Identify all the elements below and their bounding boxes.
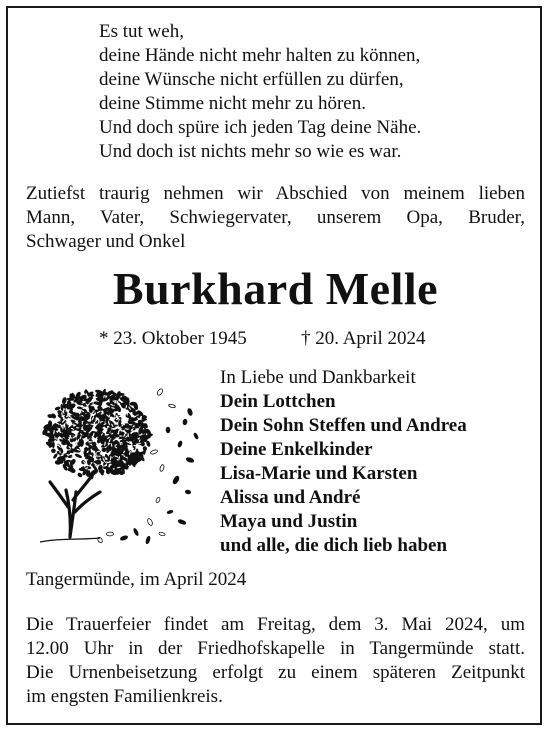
- falling-leaf: [183, 419, 188, 425]
- leaf-highlight: [122, 414, 123, 417]
- funeral-line: Die Urnenbeisetzung erfolgt zu einem späteren Zeitpunkt: [26, 662, 525, 683]
- birth-date: * 23. Oktober 1945: [99, 328, 247, 349]
- falling-leaf: [166, 427, 170, 433]
- falling-leaf: [159, 464, 165, 472]
- death-date: † 20. April 2024: [301, 328, 426, 349]
- leaf-mark: [52, 442, 55, 449]
- falling-leaf: [155, 497, 160, 503]
- falling-leaf: [178, 519, 187, 525]
- funeral-line: im engsten Familienkreis.: [26, 686, 223, 707]
- mourners-list: [220, 366, 467, 558]
- tree-with-falling-leaves-icon: [40, 372, 200, 552]
- poem-line: deine Hände nicht mehr halten zu können,: [99, 45, 421, 66]
- poem-line: deine Wünsche nicht erfüllen zu dürfen,: [99, 69, 404, 90]
- falling-leaf: [187, 408, 193, 416]
- falling-leaf: [193, 433, 198, 440]
- funeral-line: Die Trauerfeier findet am Freitag, dem 3. Mai 2024, um: [26, 614, 525, 635]
- poem: [99, 20, 421, 164]
- place-and-date: Tangermünde, im April 2024: [26, 569, 247, 590]
- leaf-mark: [74, 453, 82, 459]
- falling-leaf: [185, 490, 191, 495]
- falling-leaf: [172, 475, 180, 484]
- funeral-notice: [26, 613, 525, 709]
- leaf-mark: [69, 458, 77, 467]
- leaf-highlight: [123, 422, 127, 423]
- leaf-highlight: [128, 445, 131, 449]
- falling-leaf: [156, 388, 163, 396]
- mourner-entry: Alissa und André: [220, 487, 361, 508]
- falling-leaf: [167, 510, 173, 514]
- farewell-line: Schwager und Onkel: [26, 231, 186, 252]
- poem-line: Und doch ist nichts mehr so wie es war.: [99, 141, 402, 162]
- leaf-highlight: [62, 425, 63, 430]
- falling-leaf: [97, 536, 104, 543]
- farewell-line: Mann, Vater, Schwiegervater, unserem Opa, Bruder,: [26, 207, 525, 228]
- mourner-entry: und alle, die dich lieb haben: [220, 535, 448, 556]
- leaf-mark: [61, 397, 67, 405]
- leaf-mark: [54, 406, 61, 411]
- falling-leaf: [106, 532, 113, 536]
- falling-leaf: [177, 441, 182, 448]
- falling-leaf: [150, 449, 158, 455]
- leaf-mark: [50, 448, 56, 454]
- leaf-mark: [77, 472, 84, 478]
- falling-leaf: [159, 532, 166, 537]
- falling-leaf: [186, 457, 194, 463]
- poem-line: deine Stimme nicht mehr zu hören.: [99, 93, 366, 114]
- funeral-line: 12.00 Uhr in der Friedhofskapelle in Tangermünde statt.: [26, 638, 525, 659]
- farewell-line: Zutiefst traurig nehmen wir Abschied von meinem lieben: [26, 183, 525, 204]
- poem-line: Und doch spüre ich jeden Tag deine Nähe.: [99, 117, 422, 138]
- falling-leaf: [147, 518, 154, 526]
- farewell-text: [26, 182, 525, 254]
- mourner-entry: Lisa-Marie und Karsten: [220, 463, 418, 484]
- falling-leaf: [133, 528, 139, 536]
- poem-line: Es tut weh,: [99, 21, 184, 42]
- falling-leaf: [168, 404, 175, 408]
- leaf-highlight: [54, 438, 57, 439]
- falling-leaf: [145, 536, 150, 544]
- leaf-mark: [132, 458, 136, 463]
- mourner-entry: Maya und Justin: [220, 511, 358, 532]
- leaf-highlight: [112, 417, 116, 418]
- falling-leaf: [120, 535, 128, 541]
- leaf-highlight: [129, 424, 132, 425]
- mourner-entry: Dein Lottchen: [220, 391, 336, 412]
- mourners-opening: In Liebe und Dankbarkeit: [220, 367, 416, 388]
- leaf-highlight: [121, 410, 125, 411]
- deceased-name: Burkhard Melle: [112, 263, 439, 314]
- mourner-entry: Dein Sohn Steffen und Andrea: [220, 415, 467, 436]
- mourner-entry: Deine Enkelkinder: [220, 439, 373, 460]
